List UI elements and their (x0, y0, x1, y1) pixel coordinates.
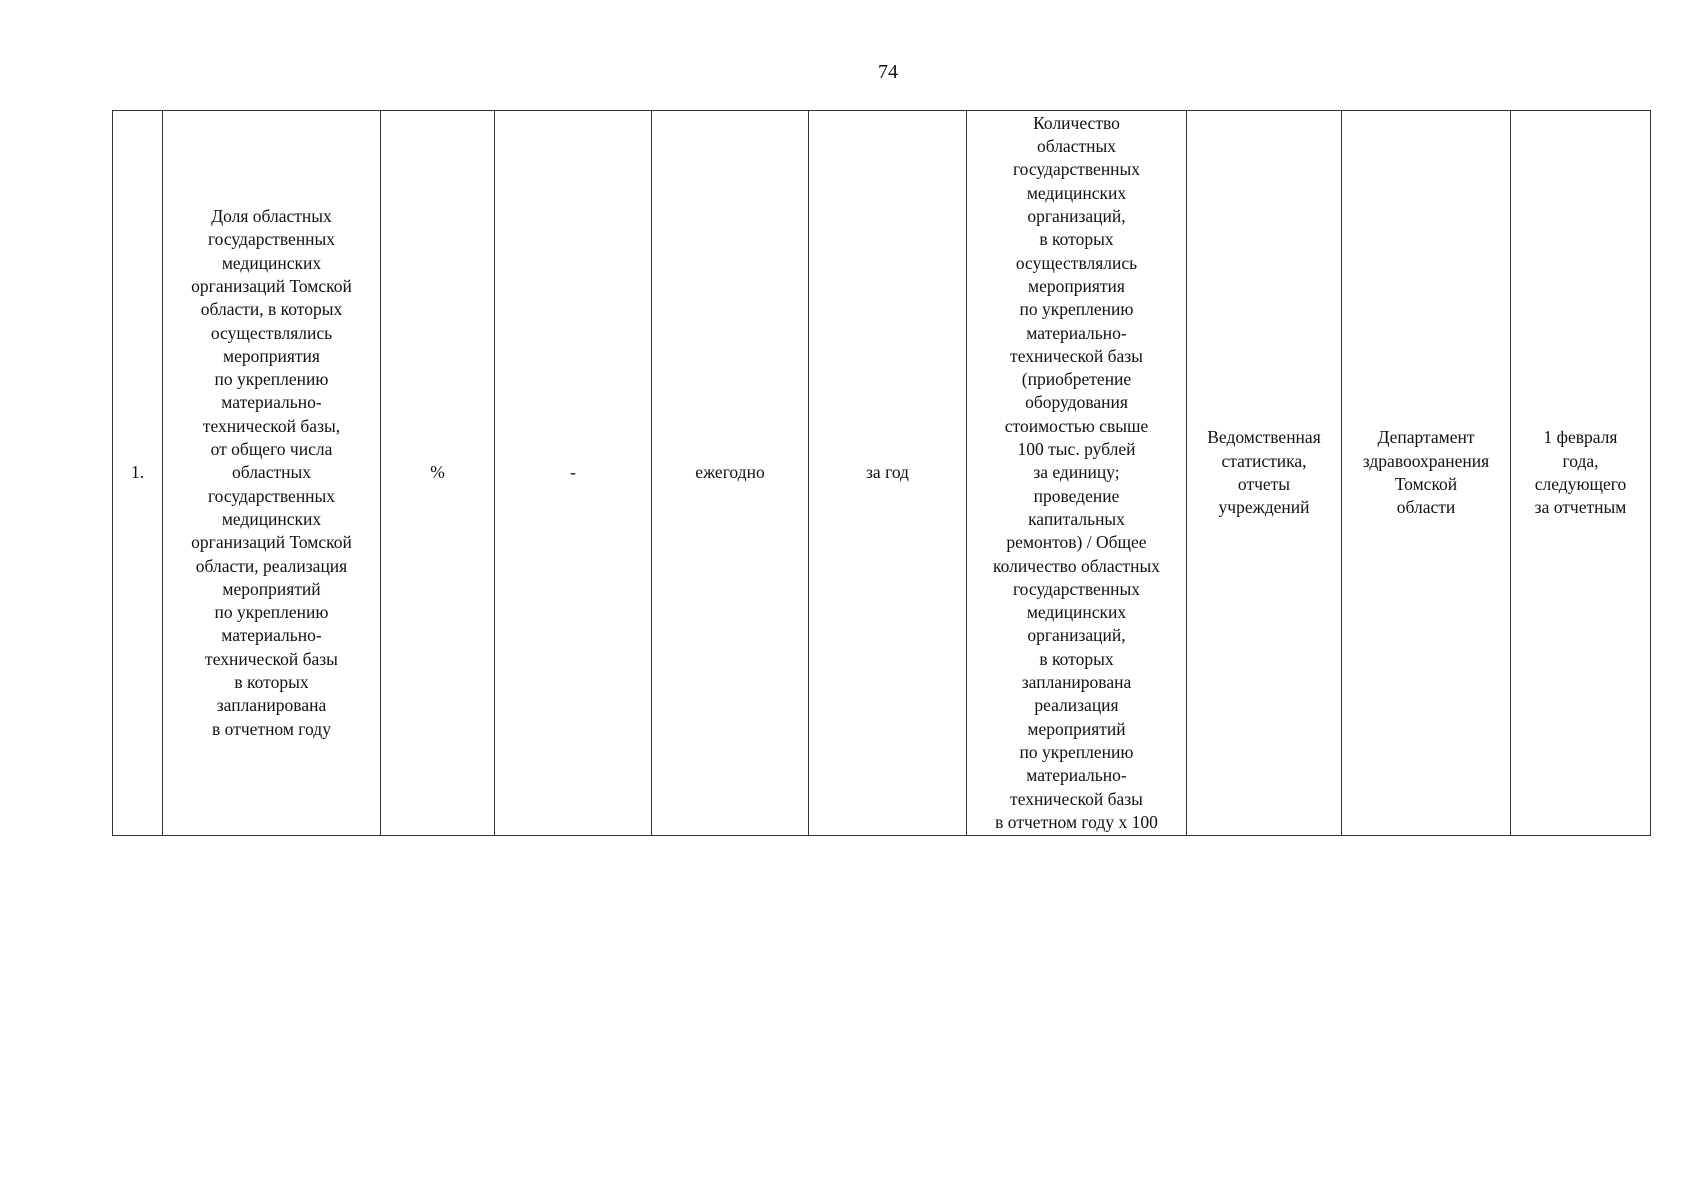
formula-cell: Количество областных государственных медицинских организаций, в которых осуществлялись мероприятия по укреплению материально- технической базы (приобретение оборудования стоимостью свыше 100 тыс. рублей за единицу; проведение капитальных ремонтов) / Общее количество областных государственных медицинских организаций, в которых запланирована реализация мероприятий по укреплению материально- технической базы в отчетном году x 100 (967, 111, 1187, 836)
indicator-name-cell: Доля областных государственных медицинских организаций Томской области, в которых осуществлялись мероприятия по укреплению материально- технической базы, от общего числа областных государственных медицинских организаций Томской области, реализация мероприятий по укреплению материально- технической базы в которых запланирована в отчетном году (163, 111, 381, 836)
time-characteristic-cell: за год (809, 111, 967, 836)
unit-cell: % (381, 111, 495, 836)
page-number: 74 (878, 61, 898, 83)
deadline-cell: 1 февраля года, следующего за отчетным (1511, 111, 1651, 836)
table-row (113, 111, 1651, 836)
dash-cell: - (495, 111, 652, 836)
data-source-cell: Ведомственная статистика, отчеты учреждений (1187, 111, 1342, 836)
row-number-cell: 1. (113, 111, 163, 836)
periodicity-cell: ежегодно (652, 111, 809, 836)
responsible-cell: Департамент здравоохранения Томской области (1342, 111, 1511, 836)
indicator-table (112, 110, 1651, 836)
